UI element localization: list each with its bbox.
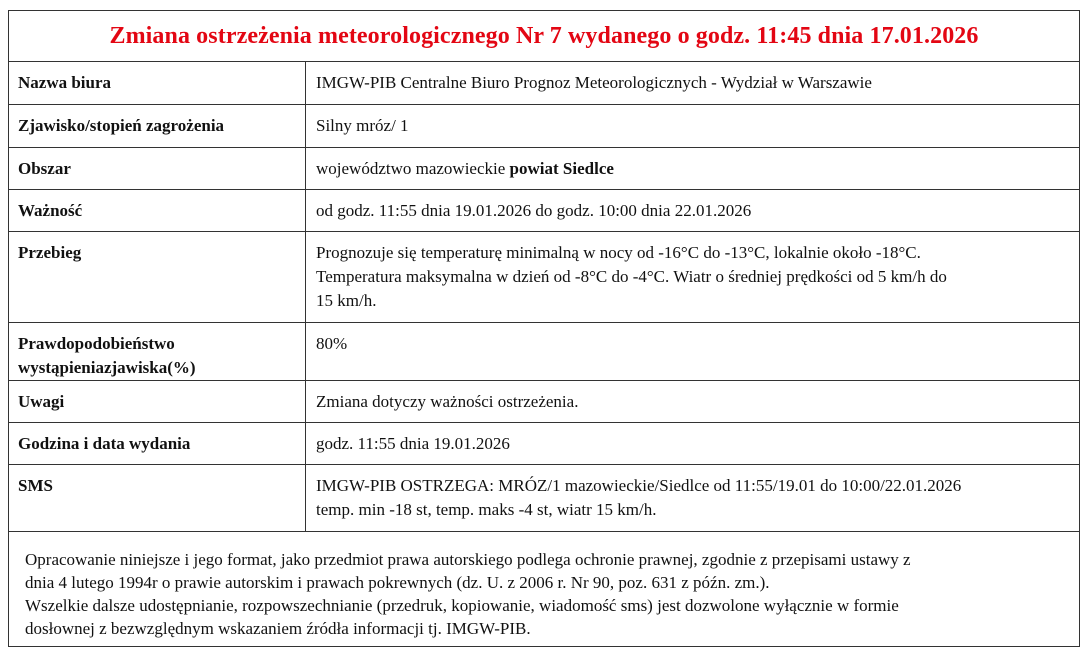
- course-value: [306, 232, 1080, 323]
- validity-label: Ważność: [9, 190, 306, 232]
- footer-line-2: dnia 4 lutego 1994r o prawie autorskim i prawach pokrewnych (dz. U. z 2006 r. Nr 90, poz. 631 z późn. zm.).: [25, 573, 770, 592]
- table-row-probability: [9, 323, 1079, 381]
- sms-label: SMS: [9, 465, 306, 532]
- course-line-2: Temperatura maksymalna w dzień od -8°C do -4°C. Wiatr o średniej prędkości od 5 km/h do: [316, 267, 947, 286]
- table-row-validity: [9, 190, 1079, 232]
- document-title: Zmiana ostrzeżenia meteorologicznego Nr 7 wydanego o godz. 11:45 dnia 17.01.2026: [9, 11, 1079, 62]
- course-label: Przebieg: [9, 232, 306, 323]
- sms-line-1: IMGW-PIB OSTRZEGA: MRÓZ/1 mazowieckie/Siedlce od 11:55/19.01 do 10:00/22.01.2026: [316, 476, 962, 495]
- area-voivodeship: województwo mazowieckie: [316, 159, 510, 178]
- sms-line-2: temp. min -18 st, temp. maks -4 st, wiatr 15 km/h.: [316, 500, 657, 519]
- office-label: Nazwa biura: [9, 62, 306, 105]
- phenomenon-value: Silny mróz/ 1: [306, 105, 1080, 148]
- phenomenon-label: Zjawisko/stopień zagrożenia: [9, 105, 306, 148]
- probability-value: 80%: [306, 323, 1080, 381]
- footer-line-4: dosłownej z bezwzględnym wskazaniem źródła informacji tj. IMGW-PIB.: [25, 619, 531, 638]
- table-row-remarks: [9, 381, 1079, 423]
- sms-value: [306, 465, 1080, 532]
- remarks-value: Zmiana dotyczy ważności ostrzeżenia.: [306, 381, 1080, 423]
- validity-value: od godz. 11:55 dnia 19.01.2026 do godz. 10:00 dnia 22.01.2026: [306, 190, 1080, 232]
- remarks-label: Uwagi: [9, 381, 306, 423]
- table-row-issued: [9, 423, 1079, 465]
- table-row-course: [9, 232, 1079, 323]
- table-row-sms: [9, 465, 1079, 532]
- warning-document: [8, 10, 1080, 647]
- course-line-1: Prognozuje się temperaturę minimalną w nocy od -16°C do -13°C, lokalnie około -18°C.: [316, 243, 921, 262]
- footer-line-3: Wszelkie dalsze udostępnianie, rozpowszechnianie (przedruk, kopiowanie, wiadomość sms) jest dozwolone wyłącznie w formie: [25, 596, 899, 615]
- table-row-phenomenon: [9, 105, 1079, 148]
- table-row-office: [9, 62, 1079, 105]
- table-row-area: [9, 148, 1079, 190]
- issued-label: Godzina i data wydania: [9, 423, 306, 465]
- office-value: IMGW-PIB Centralne Biuro Prognoz Meteorologicznych - Wydział w Warszawie: [306, 62, 1080, 105]
- course-line-3: 15 km/h.: [316, 291, 377, 310]
- footer-line-1: Opracowanie niniejsze i jego format, jako przedmiot prawa autorskiego podlega ochronie prawnej, zgodnie z przepisami ustawy z: [25, 550, 911, 569]
- copyright-footer: [9, 532, 1079, 646]
- probability-label-line-2: wystąpieniazjawiska(%): [18, 358, 196, 377]
- issued-value: godz. 11:55 dnia 19.01.2026: [306, 423, 1080, 465]
- probability-label: [9, 323, 306, 381]
- area-county: powiat Siedlce: [509, 159, 614, 178]
- area-label: Obszar: [9, 148, 306, 190]
- warning-table: [9, 62, 1079, 532]
- probability-label-line-1: Prawdopodobieństwo: [18, 334, 175, 353]
- area-value: [306, 148, 1080, 190]
